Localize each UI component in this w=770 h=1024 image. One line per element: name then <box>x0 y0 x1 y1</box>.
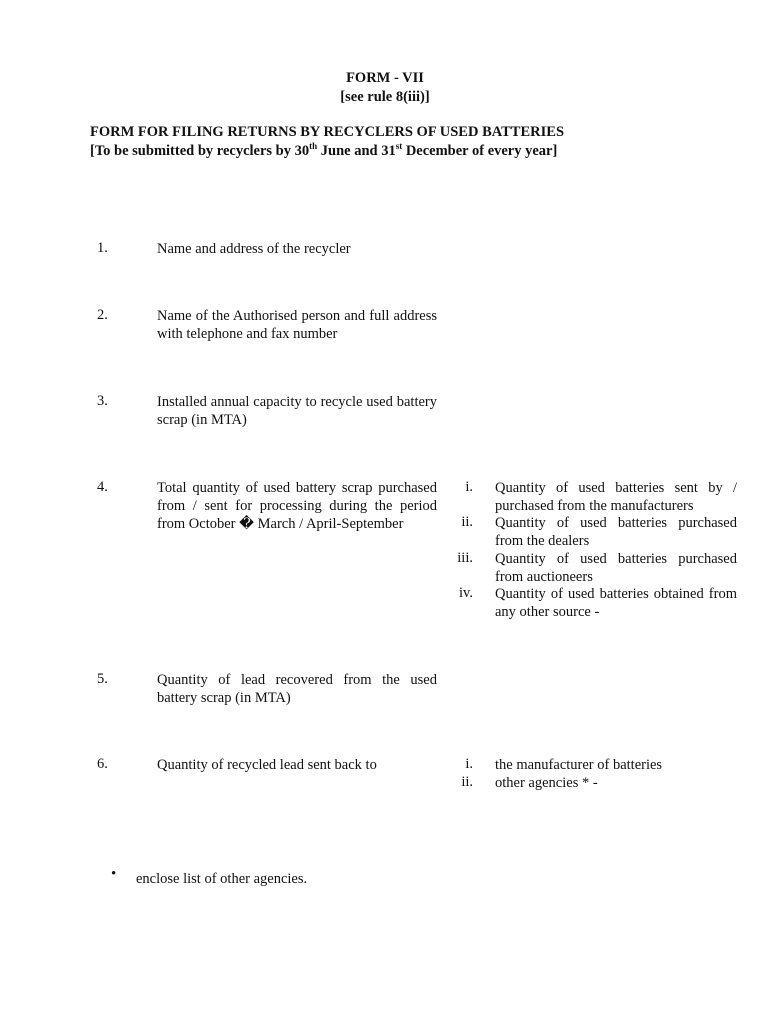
sub-item-number: iii. <box>457 550 473 566</box>
bullet-icon: • <box>111 866 117 882</box>
sub-item-number: iv. <box>459 585 473 601</box>
form-title: FORM FOR FILING RETURNS BY RECYCLERS OF USED BATTERIES <box>90 124 565 140</box>
item-number: 2. <box>97 307 108 323</box>
sub-item-number: ii. <box>461 774 473 790</box>
sub-item-text: Quantity of used batteries purchased from the dealers <box>495 515 737 549</box>
item-label: Name of the Authorised person and full address with telephone and fax number <box>157 308 437 342</box>
item-number: 3. <box>97 393 108 409</box>
item-label: Quantity of recycled lead sent back to <box>157 757 377 773</box>
sub-item-number: i. <box>465 479 473 495</box>
footnote-text: enclose list of other agencies. <box>136 871 308 887</box>
sub-item-text: Quantity of used batteries purchased from auctioneers <box>495 551 737 585</box>
sub-item-number: i. <box>465 756 473 772</box>
item-number: 4. <box>97 479 108 495</box>
sub-item-text: Quantity of used batteries sent by / purchased from the manufacturers <box>495 480 737 514</box>
rule-reference: [see rule 8(iii)] <box>340 89 430 105</box>
sub-item-text: Quantity of used batteries obtained from any other source - <box>495 586 737 620</box>
sub-item-text: other agencies * - <box>495 775 598 791</box>
item-number: 6. <box>97 756 108 772</box>
submission-deadline: [To be submitted by recyclers by 30th June and 31st December of every year] <box>90 141 558 159</box>
item-label: Installed annual capacity to recycle used battery scrap (in MTA) <box>157 394 437 428</box>
item-number: 5. <box>97 671 108 687</box>
item-label: Total quantity of used battery scrap purchased from / sent for processing during the period from October � March / April-September <box>157 480 437 532</box>
sub-item-text: the manufacturer of batteries <box>495 757 663 773</box>
item-label: Name and address of the recycler <box>157 241 351 257</box>
item-label: Quantity of lead recovered from the used battery scrap (in MTA) <box>157 672 437 706</box>
sub-item-number: ii. <box>461 514 473 530</box>
item-number: 1. <box>97 240 108 256</box>
form-number: FORM - VII <box>346 70 424 86</box>
